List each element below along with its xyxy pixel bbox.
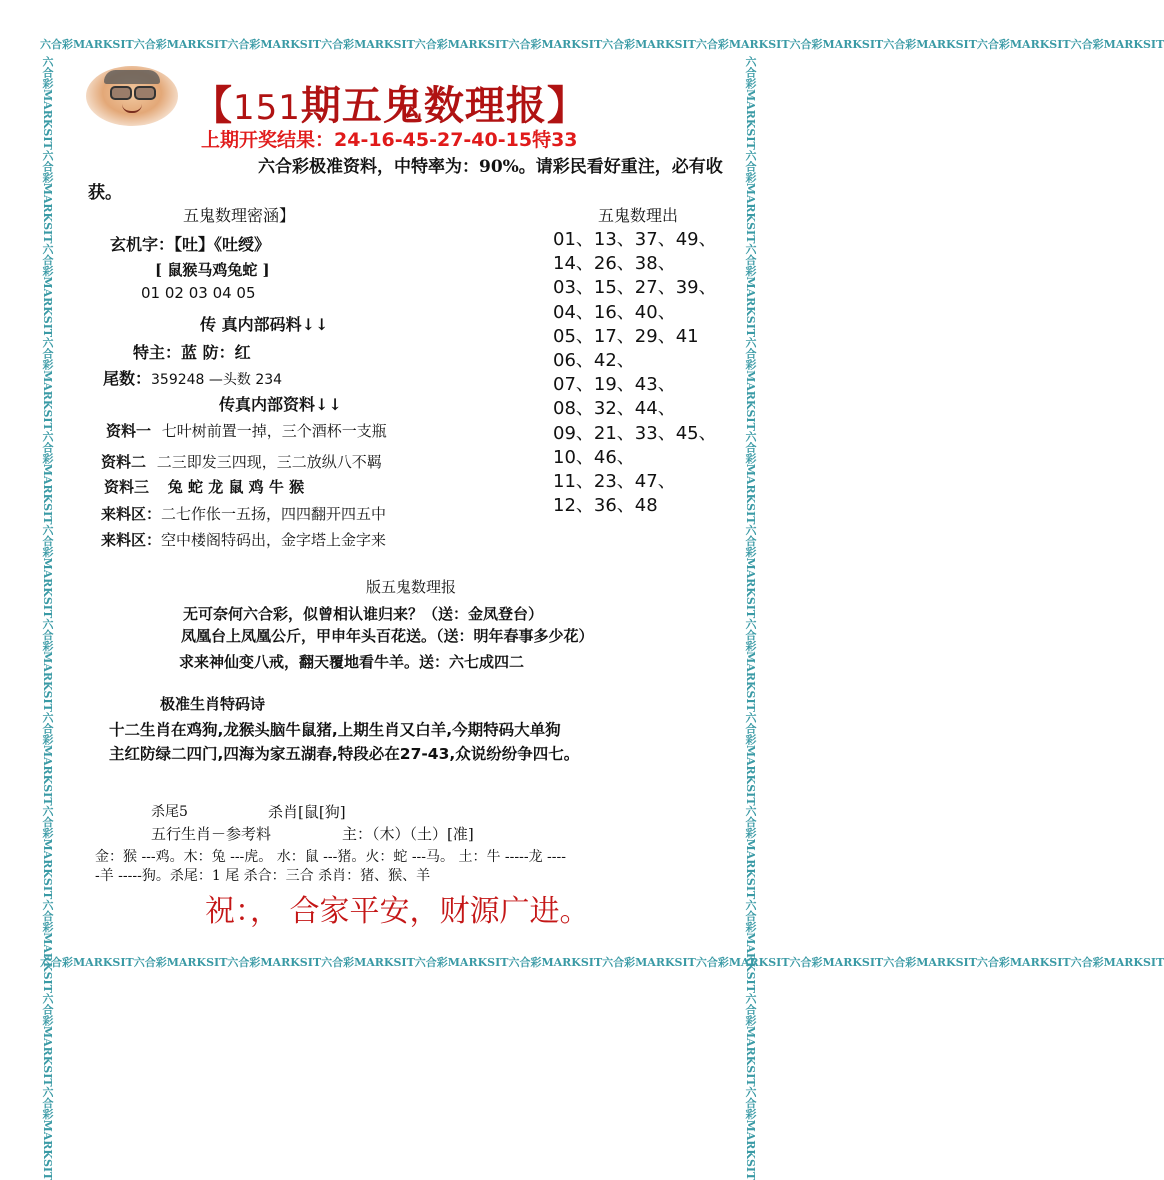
zodiac-poem-line-2: 主红防绿二四门,四海为家五湖春,特段必在27-43,众说纷纷争四七。 <box>109 745 580 763</box>
watermark-right: 六合彩MARKSIT六合彩MARKSIT六合彩MARKSIT六合彩MARKSIT六合彩MARKSIT六合彩MARKSIT六合彩MARKSIT六合彩MARKSIT六合彩MARKSIT六合彩MARKSIT六合彩MARKSIT六合彩MARKSIT <box>744 56 757 1180</box>
watermark-left: 六合彩MARKSIT六合彩MARKSIT六合彩MARKSIT六合彩MARKSIT六合彩MARKSIT六合彩MARKSIT六合彩MARKSIT六合彩MARKSIT六合彩MARKSIT六合彩MARKSIT六合彩MARKSIT六合彩MARKSIT <box>41 56 54 1180</box>
tezhu-text: 特主：蓝 防：红 <box>133 343 251 362</box>
ziliao-row-1 <box>106 420 387 441</box>
number-row: 05、17、29、41 <box>553 325 699 347</box>
ziliao-1-text: 七叶树前置一掉，三个酒杯一支瓶 <box>161 422 387 440</box>
laiqu-row-2 <box>101 529 386 550</box>
number-row: 06、42、 <box>553 350 635 372</box>
poem-line-2: 凤凰台上凤凰公斤，甲申年头百花送。（送：明年春事多少花） <box>181 627 594 645</box>
number-row: 12、36、48 <box>553 495 658 517</box>
fax-heading-info: 传真内部资料↓↓ <box>219 395 342 414</box>
elements-line-1: 金：猴 ---鸡。木：兔 ---虎。 水：鼠 ---猪。火：蛇 ---马。 土：牛 -----龙 ---- <box>95 849 566 865</box>
zodiac-list: [ 鼠猴马鸡兔蛇 ] <box>155 261 270 279</box>
blessing-text: 祝：， 合家平安，财源广进。 <box>205 894 590 929</box>
watermark-bottom: 六合彩MARKSIT六合彩MARKSIT六合彩MARKSIT六合彩MARKSIT六合彩MARKSIT六合彩MARKSIT六合彩MARKSIT六合彩MARKSIT六合彩MARKSIT六合彩MARKSIT六合彩MARKSIT六合彩MARKSIT <box>40 956 1164 969</box>
number-row: 01、13、37、49、 <box>553 229 717 250</box>
ziliao-1-label: 资料一 <box>106 422 152 440</box>
intro-line-1: 六合彩极准资料，中特率为：90%。请彩民看好重注，必有收 <box>258 157 723 177</box>
number-row: 03、15、27、39、 <box>553 277 717 299</box>
zhu-text: 主：（木）（土）[准] <box>342 825 474 843</box>
zodiac-poem-line-1: 十二生肖在鸡狗,龙猴头脑牛鼠猪,上期生肖又白羊,今期特码大单狗 <box>109 721 561 739</box>
poem-line-1: 无可奈何六合彩，似曾相认谁归来？（送：金凤登台） <box>183 605 544 623</box>
watermark-top: 六合彩MARKSIT六合彩MARKSIT六合彩MARKSIT六合彩MARKSIT六合彩MARKSIT六合彩MARKSIT六合彩MARKSIT六合彩MARKSIT六合彩MARKSIT六合彩MARKSIT六合彩MARKSIT六合彩MARKSIT <box>40 38 1164 51</box>
tail-label: 尾数： <box>103 369 152 388</box>
intro-line-2: 获。 <box>88 183 122 203</box>
wuxing-text: 五行生肖－参考料 <box>151 825 272 843</box>
issue-number: 151 <box>233 88 301 128</box>
number-row: 04、16、40、 <box>553 301 676 323</box>
number-row: 14、26、38、 <box>553 253 676 275</box>
ziliao-2-text: 二三即发三四现，三二放纵八不羁 <box>156 453 382 471</box>
number-row: 09、21、33、45、 <box>553 422 717 444</box>
page-title <box>192 74 588 131</box>
ziliao-2-label: 资料二 <box>101 453 147 471</box>
number-row: 07、19、43、 <box>553 374 676 396</box>
laiqu-row-1 <box>101 503 386 524</box>
shaxiao-text: 杀肖[鼠[狗] <box>268 803 346 821</box>
ziliao-row-3 <box>104 476 304 497</box>
laiqu-2-label: 来料区： <box>101 531 162 549</box>
tail-value: 359248 —头数 234 <box>151 372 283 388</box>
laiqu-2-text: 空中楼阁特码出，金字塔上金字来 <box>161 531 387 549</box>
number-row: 08、32、44、 <box>553 398 676 420</box>
zodiac-poem-heading: 极准生肖特码诗 <box>160 695 266 713</box>
portrait-avatar <box>86 66 178 126</box>
title-bracket-open: 【 <box>192 82 233 129</box>
fax-heading-codes: 传 真内部码料↓↓ <box>200 315 329 334</box>
laiqu-1-text: 二七作伥一五扬，四四翻开四五中 <box>161 505 387 523</box>
ziliao-row-2 <box>101 451 382 472</box>
laiqu-1-label: 来料区： <box>101 505 162 523</box>
secret-heading: 五鬼数理密涵】 <box>183 206 296 225</box>
shawei-text: 杀尾5 <box>151 804 188 820</box>
number-list <box>553 228 717 518</box>
avatar-hair <box>104 70 160 84</box>
ziliao-3-label: 资料三 <box>104 478 150 496</box>
avatar-glasses <box>110 86 154 96</box>
right-heading: 五鬼数理出 <box>598 206 679 225</box>
ziliao-3-text: 兔 蛇 龙 鼠 鸡 牛 猴 <box>167 478 305 496</box>
title-bracket-close: 】 <box>546 82 588 129</box>
avatar-mouth <box>122 104 142 113</box>
elements-line-2: -羊 -----狗。杀尾：1 尾 杀合：三合 杀肖：猪、猴、羊 <box>95 868 431 884</box>
last-draw-result: 上期开奖结果：24-16-45-27-40-15特33 <box>201 129 578 151</box>
zodiac-numbers: 01 02 03 04 05 <box>141 284 256 302</box>
poem-line-3: 求来神仙变八戒，翻天覆地看牛羊。送：六七成四二 <box>179 653 525 671</box>
number-row: 10、46、 <box>553 446 635 468</box>
number-row: 11、23、47、 <box>553 471 676 493</box>
version-heading: 版五鬼数理报 <box>366 578 457 596</box>
title-text: 期五鬼数理报 <box>300 82 547 129</box>
xuanji-text: 玄机字：【吐】《吐绶》 <box>110 235 271 254</box>
tail-numbers <box>103 366 282 389</box>
